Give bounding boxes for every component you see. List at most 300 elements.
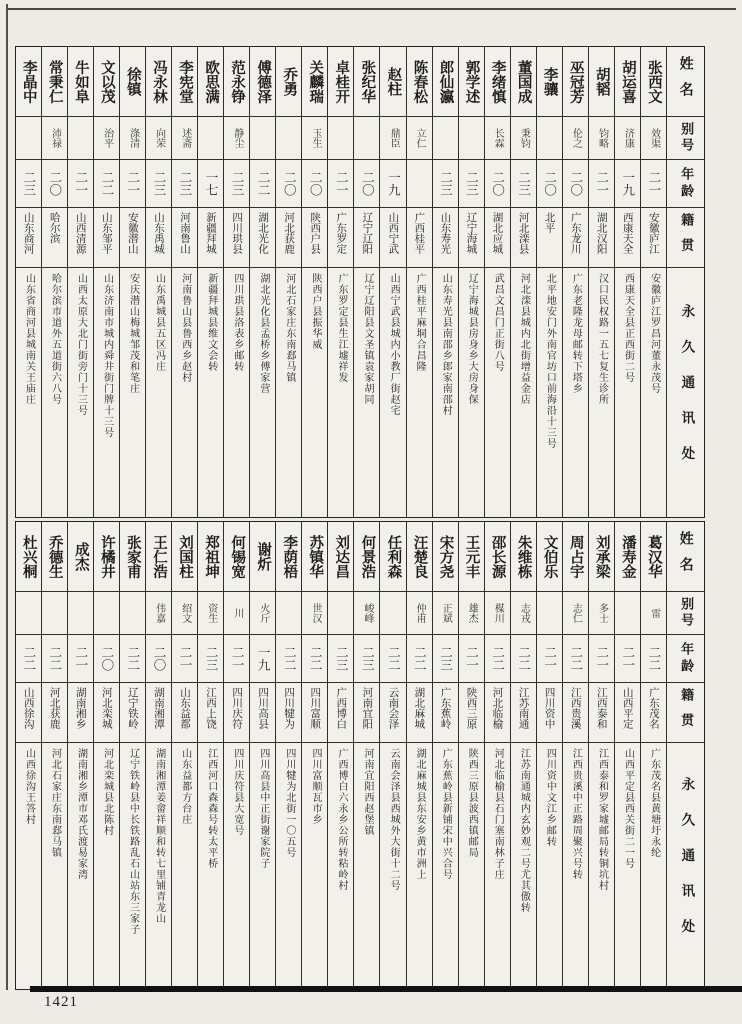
entry-name: 李绪慎 (485, 47, 510, 117)
entry-name: 傅德泽 (250, 47, 275, 117)
entry-column (379, 522, 405, 989)
entry-native-place: 北平 (537, 208, 562, 268)
entry-age: 二〇 (146, 635, 171, 683)
entry-address: 河北石家庄东南郄马镇 (283, 273, 295, 383)
entry-name: 巫冠芳 (563, 47, 588, 117)
entry-name: 乔德生 (42, 522, 67, 592)
entry-native-place: 广东龙川 (563, 208, 588, 268)
entry-address: 四川富顺瓦市乡 (309, 748, 321, 825)
entry-native-place: 山东禹城 (146, 208, 171, 268)
entry-column (93, 47, 119, 517)
entry-alias: 述斋 (172, 117, 197, 160)
entry-address: 河北滦县城内北街增益金店 (518, 273, 530, 405)
header-native-place: 籍贯 (667, 683, 704, 743)
entry-name: 陈春松 (407, 47, 432, 117)
entry-age: 二三 (146, 160, 171, 208)
entry-name: 朱维栋 (511, 522, 536, 592)
entry-native-place: 河北滦县 (511, 208, 536, 268)
entry-name: 许橘井 (94, 522, 119, 592)
entry-name: 张西文 (641, 47, 666, 117)
entry-name: 李宪堂 (172, 47, 197, 117)
entry-column (458, 522, 484, 989)
entry-address: 山东禹城县五区冯庄 (153, 273, 165, 372)
entry-address: 湖北麻城县东安乡黄市洲上 (414, 748, 426, 880)
entry-name: 胡韬 (589, 47, 614, 117)
entry-native-place: 辽宁铁岭 (120, 683, 145, 743)
entry-column (301, 522, 327, 989)
entry-native-place: 山西徐沟 (16, 683, 41, 743)
entry-column (327, 522, 353, 989)
entry-name: 刘达昌 (328, 522, 353, 592)
entry-age: 二一 (459, 635, 484, 683)
entry-alias: 仲甫 (407, 592, 432, 635)
entry-column (16, 522, 41, 989)
entry-age: 二〇 (302, 160, 327, 208)
entry-age: 二一 (68, 635, 93, 683)
entry-column (41, 522, 67, 989)
entry-age: 二一 (589, 635, 614, 683)
entry-native-place: 四川高县 (250, 683, 275, 743)
entry-name: 王仁浩 (146, 522, 171, 592)
entry-column (484, 522, 510, 989)
entry-alias (459, 117, 484, 160)
entry-column (223, 47, 249, 517)
entry-column (588, 47, 614, 517)
scan-top-rule (8, 8, 736, 10)
entry-address: 河北栾城县北陈村 (101, 748, 113, 836)
entry-native-place: 广西博白 (328, 683, 353, 743)
entry-age: 二三 (433, 160, 458, 208)
entry-alias: 向荣 (146, 117, 171, 160)
entry-name: 李骧 (537, 47, 562, 117)
entry-native-place: 广东罗定 (328, 208, 353, 268)
entry-column (327, 47, 353, 517)
entry-age: 二二 (42, 635, 67, 683)
entry-alias: 济康 (615, 117, 640, 160)
entry-column (41, 47, 67, 517)
entry-address: 广东罗定县生江墟祥发 (336, 273, 347, 383)
entry-alias (537, 117, 562, 160)
entry-age: 二三 (16, 160, 41, 208)
entry-column (432, 522, 458, 989)
entry-column (119, 522, 145, 989)
entry-alias (615, 592, 640, 635)
entry-alias (276, 117, 301, 160)
entry-column (379, 47, 405, 517)
entry-address: 云南会泽县西城外大街十二号 (388, 748, 400, 891)
entry-address: 四川庆符县大宽号 (231, 748, 243, 836)
entry-address: 山东济南市城内舜井街门牌十三号 (101, 273, 113, 438)
entry-name: 苏镇华 (302, 522, 327, 592)
entry-address: 安徽庐江罗昌河董永茂号 (648, 273, 660, 394)
page-number: 1421 (44, 994, 78, 1010)
entry-native-place: 河北临榆 (485, 683, 510, 743)
entry-age: 二三 (459, 160, 484, 208)
entry-alias (328, 592, 353, 635)
entry-name: 冯永林 (146, 47, 171, 117)
entry-alias (537, 592, 562, 635)
header-name: 姓名 (667, 47, 704, 117)
entry-address: 广东茂名县黄塘圩永纶 (648, 748, 660, 858)
entry-name: 卓桂开 (328, 47, 353, 117)
entry-age: 二二 (250, 160, 275, 208)
header-name: 姓名 (667, 522, 704, 592)
entry-alias (68, 117, 93, 160)
entry-name: 范永铮 (224, 47, 249, 117)
entry-address: 山东寿光县南邵乡郎家南邵村 (440, 273, 452, 416)
entry-name: 刘国柱 (172, 522, 197, 592)
entry-native-place: 河北获鹿 (42, 683, 67, 743)
entry-address: 四川珙县洛表乡邮转 (231, 273, 243, 372)
entry-age: 二三 (172, 160, 197, 208)
entry-name: 任利森 (380, 522, 405, 592)
entry-column (275, 522, 301, 989)
entry-column (406, 47, 432, 517)
entry-native-place: 河北栾城 (94, 683, 119, 743)
entry-native-place: 山西宁武 (380, 208, 405, 268)
header-permanent-address: 永久通讯处 (678, 777, 695, 955)
entry-age: 二二 (120, 635, 145, 683)
entry-column (432, 47, 458, 517)
entry-alias: 志戎 (511, 592, 536, 635)
entry-column (353, 522, 379, 989)
entry-name: 李荫梧 (276, 522, 301, 592)
entry-native-place: 安徽庐江 (641, 208, 666, 268)
entry-column (171, 47, 197, 517)
entry-name: 何景浩 (354, 522, 379, 592)
entry-native-place: 安徽潜山 (120, 208, 145, 268)
entry-native-place: 河北获鹿 (276, 208, 301, 268)
entry-name: 汪楚良 (407, 522, 432, 592)
entry-alias: 立仁 (407, 117, 432, 160)
entry-age: 二二 (641, 635, 666, 683)
entry-name: 郎仙瀛 (433, 47, 458, 117)
entry-name: 郭学述 (459, 47, 484, 117)
entry-column (119, 47, 145, 517)
entry-age: 二一 (224, 635, 249, 683)
entry-name: 邵长源 (485, 522, 510, 592)
entry-native-place: 湖北应城 (485, 208, 510, 268)
entry-age: 二二 (16, 635, 41, 683)
entry-address: 江苏南通城内玄妙观二号尤其傲转 (518, 748, 530, 913)
entry-native-place: 山东益都 (172, 683, 197, 743)
entry-alias: 效渠 (641, 117, 666, 160)
entry-address: 广东蕉岭县新铺宋中兴合号 (440, 748, 452, 880)
entry-address: 山东益都方台庄 (179, 748, 191, 825)
entry-alias (16, 117, 41, 160)
entry-native-place: 四川富顺 (302, 683, 327, 743)
entry-age: 二三 (224, 160, 249, 208)
entry-age: 二三 (328, 635, 353, 683)
entry-alias (328, 117, 353, 160)
entry-native-place: 河南宜阳 (354, 683, 379, 743)
entry-age: 二二 (380, 635, 405, 683)
entry-name: 王元丰 (459, 522, 484, 592)
entry-address: 新疆拜城县维文会转 (205, 273, 217, 372)
entry-address: 湖南湘乡潭市邓氏渡易家湾 (75, 748, 87, 880)
entry-column (536, 47, 562, 517)
entry-alias: 资生 (198, 592, 223, 635)
entry-address: 陕西三原县波西镇邮局 (466, 748, 478, 858)
entry-name: 张纪华 (354, 47, 379, 117)
entry-column (614, 47, 640, 517)
entry-age: 二二 (511, 635, 536, 683)
entry-age: 二〇 (42, 160, 67, 208)
entry-age: 二二 (94, 160, 119, 208)
entry-native-place: 陕西三原 (459, 683, 484, 743)
entry-alias: 楳川 (485, 592, 510, 635)
entry-column (197, 522, 223, 989)
entry-native-place: 湖北麻城 (407, 683, 432, 743)
entry-address: 汉口民权路一五七复生诊所 (596, 273, 608, 405)
entry-address: 四川资中文江乡邮转 (544, 748, 556, 847)
entry-name: 赵柱 (380, 47, 405, 117)
entry-age: 二〇 (276, 160, 301, 208)
entry-age: 一九 (615, 160, 640, 208)
entry-age: 二三 (511, 160, 536, 208)
entry-alias: 世汉 (302, 592, 327, 635)
entry-column (640, 47, 666, 517)
entry-name: 牛如阜 (68, 47, 93, 117)
entry-age: 二三 (354, 635, 379, 683)
entry-alias (16, 592, 41, 635)
entry-column (562, 522, 588, 989)
entry-alias (276, 592, 301, 635)
entry-alias: 治平 (94, 117, 119, 160)
entry-column (510, 47, 536, 517)
entry-column (223, 522, 249, 989)
entry-native-place: 广东茂名 (641, 683, 666, 743)
entry-name: 胡运喜 (615, 47, 640, 117)
entry-name: 潘寿金 (615, 522, 640, 592)
entry-alias (68, 592, 93, 635)
entry-native-place: 辽宁辽阳 (354, 208, 379, 268)
entry-column (458, 47, 484, 517)
entry-column (484, 47, 510, 517)
entry-address: 辽宁辽阳县文圣镇袁家胡同 (362, 273, 374, 405)
entry-address: 陕西户县振华威 (309, 273, 321, 350)
entry-alias: 伦之 (563, 117, 588, 160)
entry-alias: 玉生 (302, 117, 327, 160)
directory-table-bottom (15, 521, 705, 990)
entry-native-place: 四川犍为 (276, 683, 301, 743)
entry-address: 辽宁海城县房身乡大房身保 (466, 273, 478, 405)
entry-column (93, 522, 119, 989)
entry-name: 张家甫 (120, 522, 145, 592)
entry-native-place: 陕西户县 (302, 208, 327, 268)
entry-age: 一九 (380, 160, 405, 208)
entry-column (67, 522, 93, 989)
entry-column (145, 47, 171, 517)
entry-native-place: 湖南湘乡 (68, 683, 93, 743)
entry-name: 周占宇 (563, 522, 588, 592)
entry-native-place: 山东商河 (16, 208, 41, 268)
entry-column (197, 47, 223, 517)
entry-native-place: 四川庆符 (224, 683, 249, 743)
entry-native-place: 云南会泽 (380, 683, 405, 743)
entry-address: 山西太原大北门街旁门十三号 (75, 273, 87, 416)
entry-alias: 秉钧 (511, 117, 536, 160)
entry-address: 江西河口森森号转太平桥 (205, 748, 217, 869)
table-header-column (666, 47, 704, 517)
entry-column (249, 522, 275, 989)
entry-address: 广西桂平麻垌合昌隆 (414, 273, 426, 372)
entry-native-place: 新疆拜城 (198, 208, 223, 268)
entry-address: 山西徐沟王答村 (23, 748, 35, 825)
entry-native-place: 湖北汉阳 (589, 208, 614, 268)
entry-address: 江西贵溪中正路周聚兴号转 (570, 748, 582, 880)
entry-name: 常秉仁 (42, 47, 67, 117)
entry-native-place: 哈尔滨 (42, 208, 67, 268)
table-header-column (666, 522, 704, 989)
entry-age: 二〇 (563, 160, 588, 208)
entry-address: 山西平定县西关街二一号 (622, 748, 634, 869)
entry-native-place: 河南鲁山 (172, 208, 197, 268)
entry-address: 西康天全县正西街二号 (622, 273, 634, 383)
entry-name: 刘承梁 (589, 522, 614, 592)
entry-alias: 火斤 (250, 592, 275, 635)
entry-address: 湖北光化县孟桥乡傅家营 (257, 273, 269, 394)
entry-address: 河北石家庄东南郄马镇 (49, 748, 61, 858)
entry-name: 宋方尧 (433, 522, 458, 592)
entry-native-place: 辽宁海城 (459, 208, 484, 268)
entry-alias (250, 117, 275, 160)
entry-age: 二〇 (354, 160, 379, 208)
entry-alias: 沛禄 (42, 117, 67, 160)
entry-native-place: 江西上饶 (198, 683, 223, 743)
entry-alias: 鼎臣 (380, 117, 405, 160)
entry-age: 二一 (120, 160, 145, 208)
entry-age: 二二 (485, 635, 510, 683)
entry-native-place: 广西桂平 (407, 208, 432, 268)
entry-native-place: 山东邹平 (94, 208, 119, 268)
entry-column (301, 47, 327, 517)
entry-alias: 伟嘉 (146, 592, 171, 635)
entry-native-place: 四川珙县 (224, 208, 249, 268)
entry-address: 河南鲁山县鲁西乡赵村 (179, 273, 191, 383)
entry-native-place: 山西平定 (615, 683, 640, 743)
entry-column (562, 47, 588, 517)
entry-name: 郑祖坤 (198, 522, 223, 592)
entries-top (16, 47, 666, 517)
entry-column (614, 522, 640, 989)
entry-age: 二〇 (94, 635, 119, 683)
entry-native-place: 江西贵溪 (563, 683, 588, 743)
entry-column (145, 522, 171, 989)
entry-age: 一七 (198, 160, 223, 208)
entries-bottom (16, 522, 666, 989)
entry-name: 李晶中 (16, 47, 41, 117)
entry-native-place: 广东蕉岭 (433, 683, 458, 743)
entry-address: 江西泰和罗家墟邮局转铜坑村 (596, 748, 608, 891)
entry-age (407, 160, 432, 208)
header-alias: 别号 (667, 117, 704, 160)
entry-address: 安庆潜山梅城邹茂和笔庄 (127, 273, 139, 394)
entry-alias (120, 592, 145, 635)
entry-name: 乔勇 (276, 47, 301, 117)
entry-name: 徐镇 (120, 47, 145, 117)
entry-age: 二二 (563, 635, 588, 683)
entry-name: 文以茂 (94, 47, 119, 117)
entry-age: 二一 (641, 160, 666, 208)
entry-alias: 绍文 (172, 592, 197, 635)
entry-name: 欧思满 (198, 47, 223, 117)
entry-native-place: 江西泰和 (589, 683, 614, 743)
entry-age: 二一 (172, 635, 197, 683)
entry-column (16, 47, 41, 517)
entry-native-place: 江苏南通 (511, 683, 536, 743)
entry-address: 山西宁武县城内小教厂街赵宅 (388, 273, 400, 416)
entry-alias: 长霖 (485, 117, 510, 160)
entry-name: 葛汉华 (641, 522, 666, 592)
entry-name: 杜兴桐 (16, 522, 41, 592)
entry-address: 河北临榆县石门塞南林子庄 (492, 748, 504, 880)
entry-address: 辽宁铁岭县中长铁路乱石山站东三家子 (127, 748, 139, 935)
entry-age: 二一 (537, 635, 562, 683)
entry-native-place: 西康天全 (615, 208, 640, 268)
entry-address: 武昌文昌门正街八号 (492, 273, 504, 372)
header-permanent-address: 永久通讯处 (678, 303, 695, 482)
entry-name: 文伯乐 (537, 522, 562, 592)
entry-alias (354, 117, 379, 160)
entry-name: 谢炘 (250, 522, 275, 592)
entry-column (171, 522, 197, 989)
entry-name: 关麟瑞 (302, 47, 327, 117)
entry-column (510, 522, 536, 989)
entry-alias: 峻峰 (354, 592, 379, 635)
entry-age: 一九 (250, 635, 275, 683)
entry-alias: 涤清 (120, 117, 145, 160)
entry-native-place: 湖南湘潭 (146, 683, 171, 743)
entry-address: 四川高县中正街谢家院子 (257, 748, 269, 869)
entry-native-place: 山西清源 (68, 208, 93, 268)
directory-table-top (15, 46, 705, 518)
header-age: 年龄 (667, 635, 704, 683)
entry-name: 何锡宽 (224, 522, 249, 592)
entry-alias (380, 592, 405, 635)
entry-column (640, 522, 666, 989)
entry-address: 湖南湘潭姜畲祥顺和转七里铺青龙山 (153, 748, 165, 924)
entry-alias: 多士 (589, 592, 614, 635)
entry-age: 二一 (589, 160, 614, 208)
entry-native-place: 湖北光化 (250, 208, 275, 268)
entry-age: 二〇 (537, 160, 562, 208)
entry-alias: 雷 (641, 592, 666, 635)
entry-column (536, 522, 562, 989)
scan-gutter-line (6, 4, 8, 990)
entry-address: 广东老隆龙母邮转下塔乡 (570, 273, 582, 394)
entry-alias (198, 117, 223, 160)
entry-alias (42, 592, 67, 635)
entry-alias: 川 (224, 592, 249, 635)
entry-alias: 志仁 (563, 592, 588, 635)
entry-address: 广西博白六永乡公所转粘岭村 (336, 748, 347, 891)
entry-alias: 雄杰 (459, 592, 484, 635)
entry-alias: 正斌 (433, 592, 458, 635)
entry-alias: 钧略 (589, 117, 614, 160)
entry-column (406, 522, 432, 989)
entry-age: 二二 (302, 635, 327, 683)
scan-bottom-rule (30, 986, 742, 992)
entry-address: 北平地安门外南官坊口前海沿十三号 (544, 273, 556, 449)
header-native-place: 籍贯 (667, 208, 704, 268)
entry-native-place: 山东寿光 (433, 208, 458, 268)
entry-name: 董国成 (511, 47, 536, 117)
entry-alias (94, 592, 119, 635)
entry-address: 哈尔滨市道外五道街六八号 (49, 273, 61, 405)
entry-age: 二一 (615, 635, 640, 683)
entry-column (588, 522, 614, 989)
